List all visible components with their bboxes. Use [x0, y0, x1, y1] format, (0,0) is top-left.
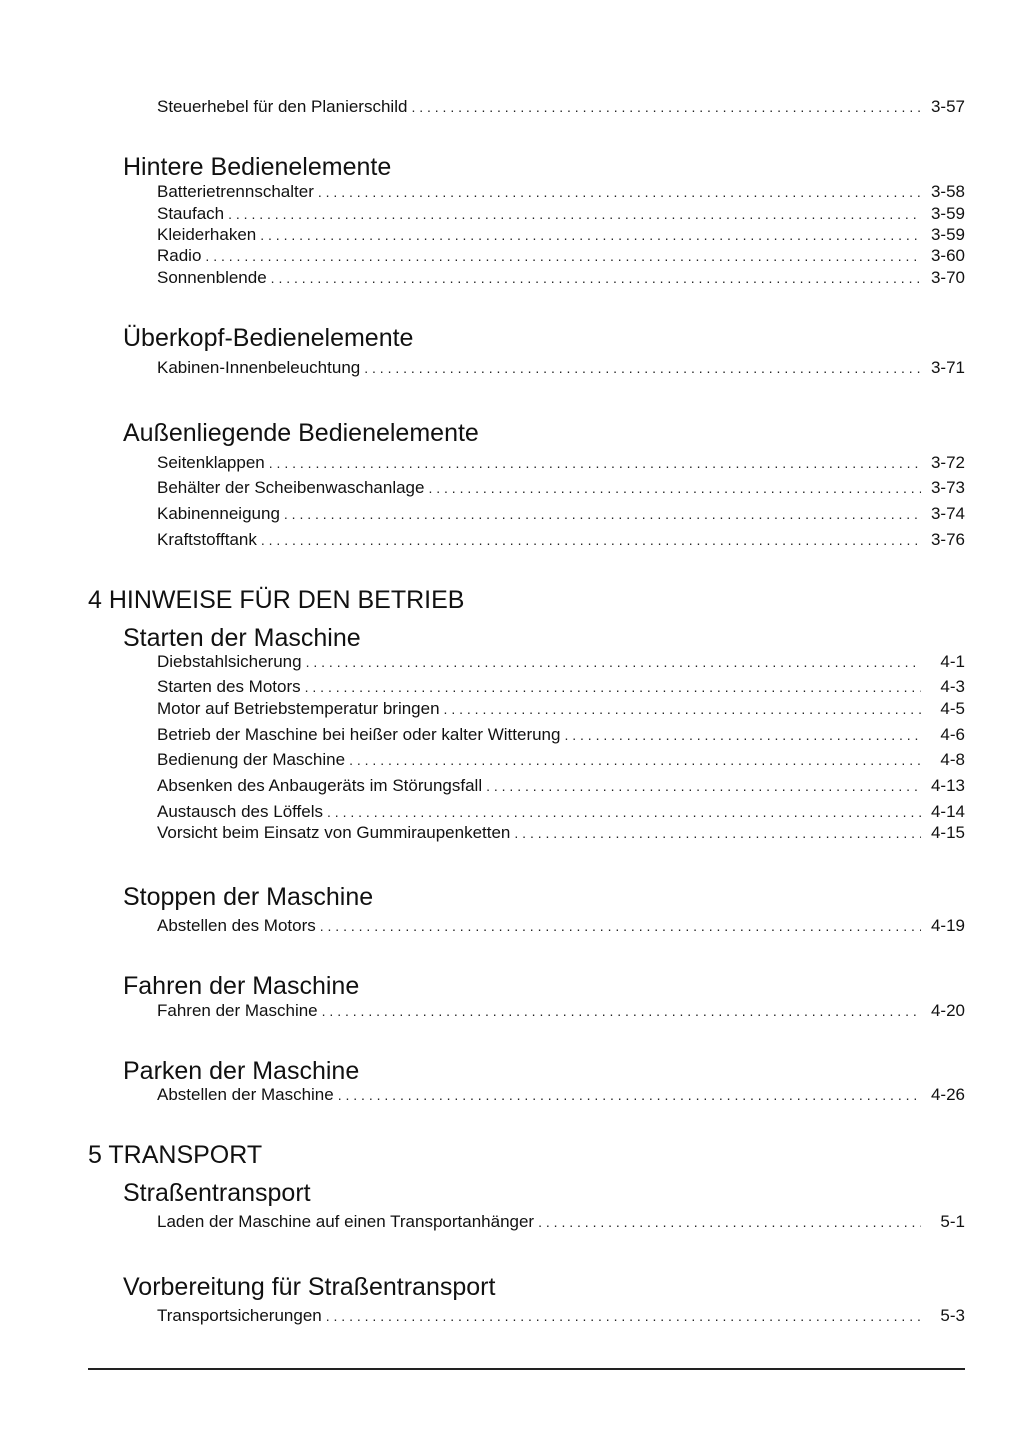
toc-entry-page: 3-76 [930, 530, 965, 549]
dot-leader [271, 268, 921, 289]
toc-entry[interactable] [157, 1305, 965, 1326]
toc-entry[interactable] [157, 651, 965, 672]
toc-entry-page: 3-73 [930, 478, 965, 497]
toc-entry-label: Sonnenblende [157, 268, 267, 287]
toc-entry[interactable] [157, 1211, 965, 1232]
toc-entry-page: 3-58 [930, 182, 965, 201]
chapter-title-5: 5 TRANSPORT [88, 1141, 263, 1169]
chapter-title-4: 4 HINWEISE FÜR DEN BETRIEB [88, 586, 465, 614]
toc-entry-page: 5-3 [940, 1306, 965, 1325]
toc-entry-page: 4-20 [930, 1001, 965, 1020]
toc-entry-label: Betrieb der Maschine bei heißer oder kalter Witterung [157, 725, 561, 744]
toc-entry[interactable] [157, 822, 965, 843]
dot-leader [326, 1306, 921, 1327]
dot-leader [260, 225, 921, 246]
toc-entry[interactable] [157, 452, 965, 473]
toc-entry-label: Kraftstofftank [157, 530, 257, 549]
toc-entry-page: 4-8 [940, 750, 965, 769]
toc-entry-page: 3-70 [930, 268, 965, 287]
dot-leader [564, 725, 921, 746]
dot-leader [306, 652, 921, 673]
toc-entry-page: 3-71 [930, 358, 965, 377]
toc-entry-label: Staufach [157, 204, 225, 223]
toc-entry-label: Kabinenneigung [157, 504, 280, 523]
toc-entry-label: Abstellen des Motors [157, 916, 316, 935]
toc-entry-page: 3-74 [930, 504, 965, 523]
dot-leader [322, 1001, 921, 1022]
toc-entry[interactable] [157, 801, 965, 822]
toc-entry-page: 5-1 [940, 1212, 965, 1231]
toc-entry-label: Austausch des Löffels [157, 802, 324, 821]
section-title-fahren: Fahren der Maschine [123, 972, 360, 1000]
dot-leader [338, 1085, 921, 1106]
toc-entry-label: Radio [157, 246, 202, 265]
dot-leader [284, 504, 921, 525]
toc-entry-label: Laden der Maschine auf einen Transportanhänger [157, 1212, 535, 1231]
toc-entry-label: Motor auf Betriebstemperatur bringen [157, 699, 440, 718]
toc-entry-label: Seitenklappen [157, 453, 265, 472]
toc-entry-label: Bedienung der Maschine [157, 750, 346, 769]
toc-entry-label: Vorsicht beim Einsatz von Gummiraupenketten [157, 823, 511, 842]
toc-entry-page: 4-13 [930, 776, 965, 795]
toc-entry-page: 4-15 [930, 823, 965, 842]
toc-entry[interactable] [157, 96, 965, 117]
toc-entry-label: Kleiderhaken [157, 225, 257, 244]
toc-entry-page: 4-3 [940, 677, 965, 696]
dot-leader [538, 1212, 921, 1233]
dot-leader [364, 358, 921, 379]
dot-leader [205, 246, 921, 267]
dot-leader [514, 823, 921, 844]
dot-leader [327, 802, 921, 823]
toc-entry-label: Transportsicherungen [157, 1306, 322, 1325]
dot-leader [269, 453, 921, 474]
toc-entry-label: Starten des Motors [157, 677, 301, 696]
toc-entry[interactable] [157, 1000, 965, 1021]
toc-entry-label: Kabinen-Innenbeleuchtung [157, 358, 361, 377]
dot-leader [228, 204, 921, 225]
toc-entry-page: 4-1 [940, 652, 965, 671]
toc-entry[interactable] [157, 357, 965, 378]
toc-entry-label: Fahren der Maschine [157, 1001, 318, 1020]
toc-entry[interactable] [157, 267, 965, 288]
toc-entry[interactable] [157, 224, 965, 245]
toc-entry-label: Diebstahlsicherung [157, 652, 302, 671]
toc-entry[interactable] [157, 1084, 965, 1105]
dot-leader [486, 776, 921, 797]
toc-entry-page: 4-6 [940, 725, 965, 744]
dot-leader [411, 97, 921, 118]
toc-entry[interactable] [157, 245, 965, 266]
toc-entry-page: 3-59 [930, 225, 965, 244]
footer-divider [88, 1368, 965, 1370]
toc-entry-label: Behälter der Scheibenwaschanlage [157, 478, 425, 497]
toc-entry[interactable] [157, 477, 965, 498]
toc-entry[interactable] [157, 181, 965, 202]
section-title-hintere: Hintere Bedienelemente [123, 153, 392, 181]
toc-entry[interactable] [157, 676, 965, 697]
toc-entry[interactable] [157, 775, 965, 796]
toc-entry-page: 4-5 [940, 699, 965, 718]
toc-entry-page: 3-60 [930, 246, 965, 265]
section-title-strasse: Straßentransport [123, 1179, 311, 1207]
toc-entry-page: 3-57 [930, 97, 965, 116]
toc-entry-page: 4-19 [930, 916, 965, 935]
section-title-vorbereitung: Vorbereitung für Straßentransport [123, 1273, 496, 1301]
toc-entry[interactable] [157, 503, 965, 524]
toc-entry-page: 3-59 [930, 204, 965, 223]
toc-entry-label: Absenken des Anbaugeräts im Störungsfall [157, 776, 483, 795]
section-title-aussen: Außenliegende Bedienelemente [123, 419, 479, 447]
toc-entry[interactable] [157, 724, 965, 745]
dot-leader [318, 182, 921, 203]
section-title-stoppen: Stoppen der Maschine [123, 883, 374, 911]
toc-entry[interactable] [157, 915, 965, 936]
toc-entry[interactable] [157, 698, 965, 719]
toc-entry-label: Batterietrennschalter [157, 182, 314, 201]
toc-entry-page: 3-72 [930, 453, 965, 472]
toc-entry-label: Steuerhebel für den Planierschild [157, 97, 408, 116]
dot-leader [444, 699, 921, 720]
toc-entry-page: 4-14 [930, 802, 965, 821]
section-title-ueberkopf: Überkopf-Bedienelemente [123, 324, 414, 352]
toc-entry-page: 4-26 [930, 1085, 965, 1104]
dot-leader [261, 530, 921, 551]
dot-leader [320, 916, 921, 937]
section-title-parken: Parken der Maschine [123, 1057, 360, 1085]
dot-leader [349, 750, 921, 771]
toc-entry-label: Abstellen der Maschine [157, 1085, 334, 1104]
toc-entry[interactable] [157, 749, 965, 770]
section-title-starten: Starten der Maschine [123, 624, 361, 652]
dot-leader [305, 677, 921, 698]
toc-entry[interactable] [157, 203, 965, 224]
dot-leader [428, 478, 921, 499]
toc-entry[interactable] [157, 529, 965, 550]
